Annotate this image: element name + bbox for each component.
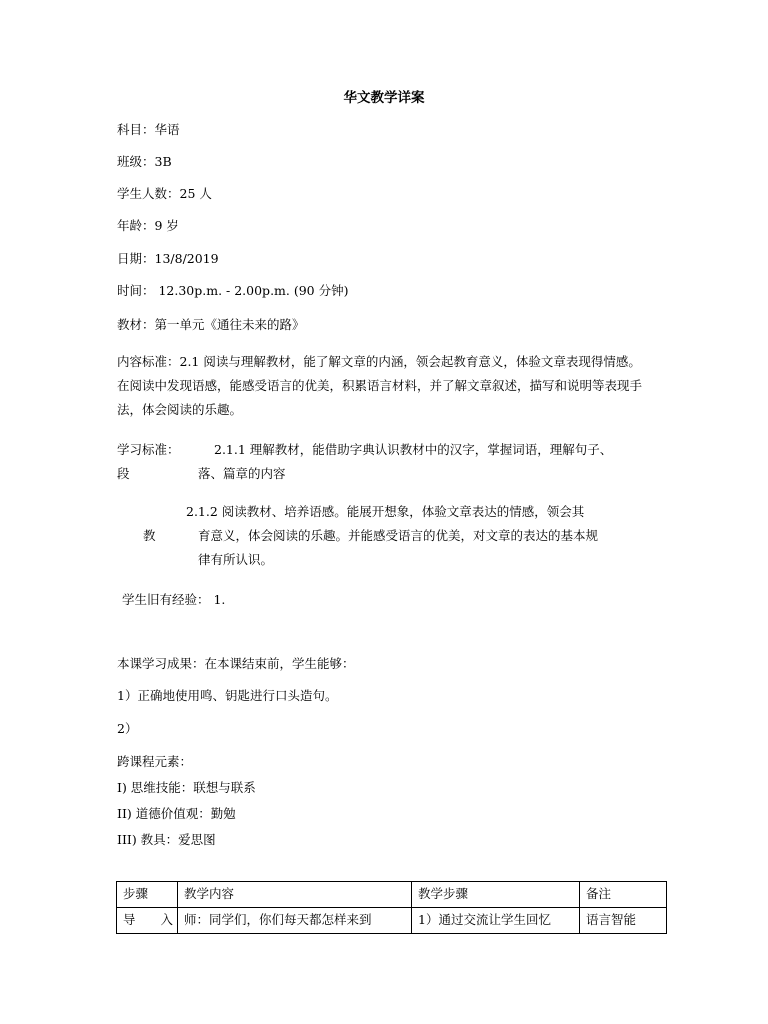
prior-experience-line: 学生旧有经验： 1.	[122, 592, 226, 607]
content-standard-paragraph: 内容标准：2.1 阅读与理解教材，能了解文章的内涵，领会起教育意义，体验文章表现得情感。在阅读中发现语感，能感受语言的优美，积累语言材料，并了解文章叙述，描写和说明等表现手法，体会阅读的乐趣。	[117, 354, 643, 417]
cross-curricular-heading: 跨课程元素：	[117, 754, 193, 769]
time-line: 时间： 12.30p.m. - 2.00p.m. (90 分钟)	[117, 283, 349, 298]
table-header-cell: 步骤	[117, 882, 178, 908]
student-count-line: 学生人数：25 人	[117, 186, 212, 201]
learning-standard-fragment-jiao: 教	[143, 528, 156, 543]
class-line: 班级：3B	[117, 154, 172, 169]
learning-standard-1-line-2: 落、篇章的内容	[198, 466, 286, 481]
table-cell: 语言智能	[580, 908, 667, 934]
learning-standard-label: 学习标准：	[117, 442, 180, 457]
material-line: 教材：第一单元《通往未来的路》	[117, 317, 305, 332]
table-cell: 导 入	[117, 908, 178, 934]
learning-standard-fragment-duan: 段	[117, 466, 130, 481]
table-header-cell: 备注	[580, 882, 667, 908]
learning-standard-2-line-2: 育意义，体会阅读的乐趣。并能感受语言的优美，对文章的表达的基本规	[198, 528, 599, 543]
cross-curricular-item: I) 思维技能：联想与联系	[117, 780, 256, 795]
learning-standard-1-line-1: 2.1.1 理解教材，能借助字典认识教材中的汉字，掌握词语，理解句子、	[214, 442, 613, 457]
table-row	[117, 908, 667, 934]
date-line: 日期：13/8/2019	[117, 251, 219, 266]
learning-standard-2-line-1: 2.1.2 阅读教材、培养语感。能展开想象，体验文章表达的情感，领会其	[186, 504, 585, 519]
subject-line: 科目：华语	[117, 122, 180, 137]
outcomes-heading: 本课学习成果：在本课结束前，学生能够：	[117, 656, 355, 671]
outcome-item: 2）	[117, 721, 138, 736]
document-title: 华文教学详案	[343, 90, 425, 106]
cross-curricular-item: III) 教具：爱思图	[117, 832, 216, 847]
table-header-row	[117, 882, 667, 908]
age-line: 年龄：9 岁	[117, 218, 179, 233]
lesson-steps-table	[116, 881, 667, 934]
table-cell: 师：同学们，你们每天都怎样来到	[178, 908, 412, 934]
learning-standard-2-line-3: 律有所认识。	[198, 552, 274, 567]
cross-curricular-item: II) 道德价值观：勤勉	[117, 806, 236, 821]
table-header-cell: 教学内容	[178, 882, 412, 908]
table-cell: 1）通过交流让学生回忆	[412, 908, 580, 934]
table-header-cell: 教学步骤	[412, 882, 580, 908]
outcome-item: 1）正确地使用鸣、钥匙进行口头造句。	[117, 688, 338, 703]
